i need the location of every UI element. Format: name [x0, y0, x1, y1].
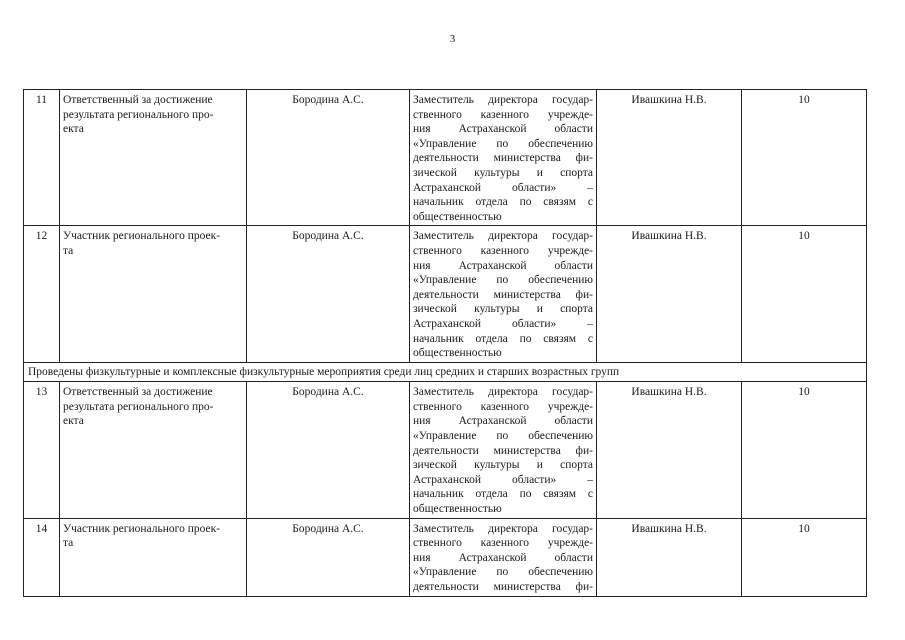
position-line: Заместитель директора государ- — [413, 386, 593, 399]
role-line: результата регионального про- — [63, 108, 214, 121]
position-line: Астраханской области» – — [413, 473, 593, 486]
role-line: та — [63, 244, 74, 257]
position-line: деятельности министерства фи- — [413, 152, 593, 165]
section-header-text: Проведены физкультурные и комплексные физкультурные мероприятия среди лиц средних и старших возрастных групп — [24, 362, 867, 382]
position-line: зической культуры и спорта — [413, 166, 593, 179]
position-line: ственного казенного учрежде- — [413, 244, 593, 257]
position-line: ственного казенного учрежде- — [413, 108, 593, 121]
position-cell — [410, 90, 597, 226]
position-line: деятельности министерства фи- — [413, 581, 593, 593]
position-line: деятельности министерства фи- — [413, 288, 593, 301]
role-line: та — [63, 537, 74, 550]
row-number-cell: 13 — [24, 382, 60, 518]
person-name-cell: Бородина А.С. — [247, 90, 410, 226]
position-line: ственного казенного учрежде- — [413, 537, 593, 550]
person-name-cell: Бородина А.С. — [247, 382, 410, 518]
table-row — [24, 90, 867, 226]
position-line: «Управление по обеспечению — [413, 566, 593, 579]
person-name-cell: Бородина А.С. — [247, 518, 410, 596]
position-line: ния Астраханской области — [413, 259, 593, 272]
person-name-cell: Бородина А.С. — [247, 226, 410, 362]
position-cell — [410, 382, 597, 518]
role-line: Ответственный за достижение — [63, 386, 213, 399]
position-cell — [410, 226, 597, 362]
responsibility-table — [23, 89, 867, 597]
position-line: ственного казенного учрежде- — [413, 400, 593, 413]
table-body — [24, 90, 867, 597]
position-line: Заместитель директора государ- — [413, 230, 593, 243]
position-line: ния Астраханской области — [413, 551, 593, 564]
role-line: Участник регионального проек- — [63, 230, 221, 243]
position-line: начальник отдела по связям с — [413, 196, 593, 209]
percent-cell: 10 — [742, 518, 867, 596]
percent-cell: 10 — [742, 382, 867, 518]
position-line: деятельности министерства фи- — [413, 444, 593, 457]
supervisor-cell: Ивашкина Н.В. — [597, 226, 742, 362]
position-line: общественностью — [413, 347, 502, 360]
table-row — [24, 382, 867, 518]
role-line: Участник регионального проек- — [63, 522, 221, 535]
role-line: Ответственный за достижение — [63, 94, 213, 106]
row-number-cell: 14 — [24, 518, 60, 596]
position-line: «Управление по обеспечению — [413, 137, 593, 150]
role-line: екта — [63, 415, 84, 428]
supervisor-cell: Ивашкина Н.В. — [597, 90, 742, 226]
row-number-cell: 12 — [24, 226, 60, 362]
role-line: екта — [63, 123, 84, 136]
position-line: Астраханской области» – — [413, 181, 593, 194]
position-line: зической культуры и спорта — [413, 303, 593, 316]
table-row — [24, 518, 867, 596]
role-cell — [60, 90, 247, 226]
supervisor-cell: Ивашкина Н.В. — [597, 518, 742, 596]
percent-cell: 10 — [742, 90, 867, 226]
position-line: Астраханской области» – — [413, 317, 593, 330]
position-line: начальник отдела по связям с — [413, 488, 593, 501]
section-header-row — [24, 362, 867, 382]
position-line: ния Астраханской области — [413, 415, 593, 428]
role-cell — [60, 382, 247, 518]
position-line: «Управление по обеспечению — [413, 430, 593, 443]
role-line: результата регионального про- — [63, 400, 214, 413]
supervisor-cell: Ивашкина Н.В. — [597, 382, 742, 518]
position-line: Заместитель директора государ- — [413, 522, 593, 535]
position-line: общественностью — [413, 210, 502, 223]
position-line: зической культуры и спорта — [413, 459, 593, 472]
role-cell — [60, 518, 247, 596]
percent-cell: 10 — [742, 226, 867, 362]
position-line: начальник отдела по связям с — [413, 332, 593, 345]
position-line: «Управление по обеспечению — [413, 274, 593, 287]
position-line: ния Астраханской области — [413, 123, 593, 136]
position-cell — [410, 518, 597, 596]
page-number: 3 — [449, 33, 456, 45]
position-line: общественностью — [413, 503, 502, 516]
role-cell — [60, 226, 247, 362]
position-line: Заместитель директора государ- — [413, 94, 593, 106]
table-row — [24, 226, 867, 362]
row-number-cell: 11 — [24, 90, 60, 226]
